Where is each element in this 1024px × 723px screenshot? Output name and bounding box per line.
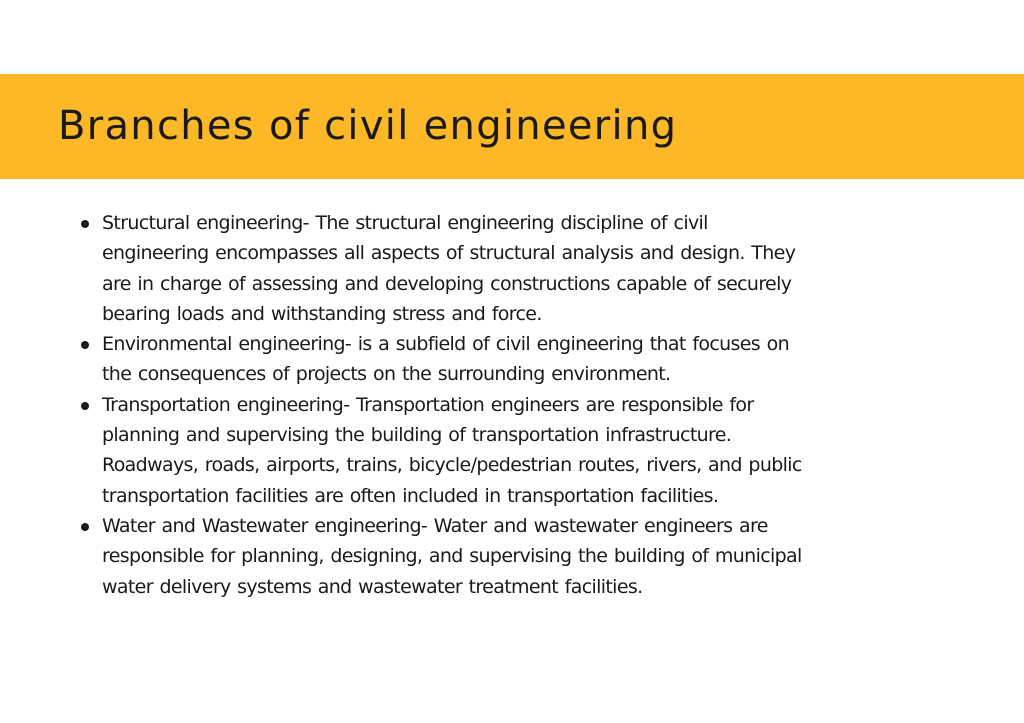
bullet-item-transportation [102,390,982,511]
bullet-dot-icon [81,341,89,349]
bullet-list [102,208,982,602]
bullet-text-line: water delivery systems and wastewater treatment facilities. [102,575,643,598]
slide-title: Branches of civil engineering [58,103,678,149]
bullet-text-line: bearing loads and withstanding stress and force. [102,302,542,325]
bullet-text-line: planning and supervising the building of transportation infrastructure. [102,424,732,447]
bullet-text-line: Roadways, roads, airports, trains, bicycle/pedestrian routes, rivers, and public [102,454,802,477]
bullet-text-line: transportation facilities are often included in transportation facilities. [102,484,719,507]
bullet-text-line: engineering encompasses all aspects of structural analysis and design. They [102,242,796,265]
bullet-text-line: Transportation engineering- Transportation engineers are responsible for [102,393,754,416]
bullet-dot-icon [81,220,89,228]
bullet-text-line: Water and Wastewater engineering- Water and wastewater engineers are [102,514,768,537]
bullet-dot-icon [81,523,89,531]
bullet-text-line: the consequences of projects on the surrounding environment. [102,363,671,386]
bullet-item-water [102,511,982,602]
bullet-item-structural [102,208,982,329]
bullet-text-line: are in charge of assessing and developing constructions capable of securely [102,272,792,295]
bullet-text-line: Structural engineering- The structural engineering discipline of civil [102,212,708,234]
bullet-dot-icon [81,402,89,410]
bullet-item-environmental [102,329,982,390]
bullet-text-line: responsible for planning, designing, and supervising the building of municipal [102,545,802,568]
bullet-text-line: Environmental engineering- is a subfield of civil engineering that focuses on [102,333,790,356]
